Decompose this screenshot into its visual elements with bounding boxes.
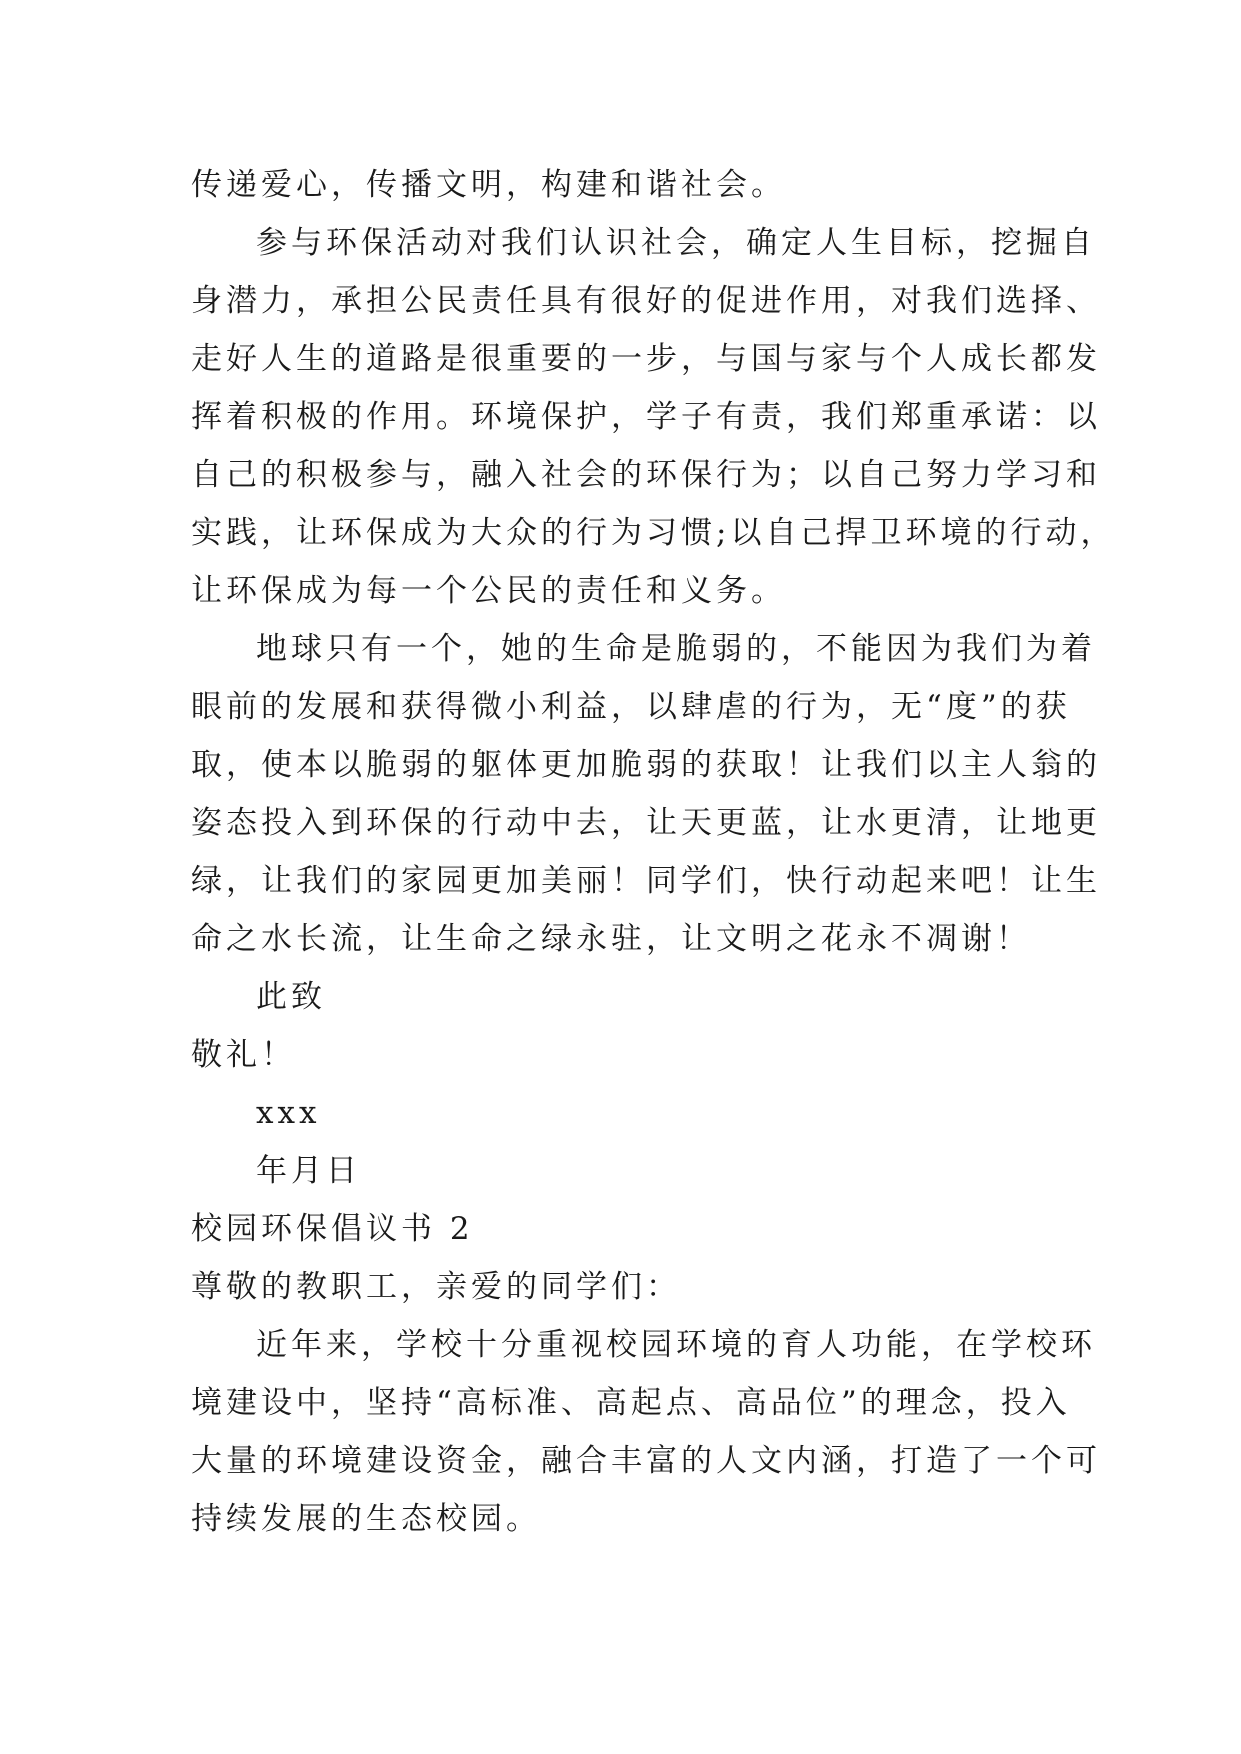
text-line: 取，使本以脆弱的躯体更加脆弱的获取！让我们以主人翁的 [191, 747, 1101, 783]
signature-date: 年月日 [256, 1153, 361, 1189]
closing-regards: 敬礼！ [191, 1037, 296, 1073]
text-line: 大量的环境建设资金，融合丰富的人文内涵，打造了一个可 [191, 1443, 1101, 1479]
paragraph-start-line: 近年来，学校十分重视校园环境的育人功能，在学校环 [256, 1327, 1096, 1363]
paragraph-start-line: 参与环保活动对我们认识社会，确定人生目标，挖掘自 [256, 225, 1096, 261]
greeting-line: 尊敬的教职工，亲爱的同学们： [191, 1269, 681, 1305]
signature-name: xxx [256, 1095, 321, 1131]
paragraph-start-line: 地球只有一个，她的生命是脆弱的，不能因为我们为着 [256, 631, 1096, 667]
text-line: 绿，让我们的家园更加美丽！同学们，快行动起来吧！让生 [191, 863, 1101, 899]
text-line: 自己的积极参与，融入社会的环保行为；以自己努力学习和 [191, 457, 1101, 493]
text-line: 身潜力，承担公民责任具有很好的促进作用，对我们选择、 [191, 283, 1101, 319]
text-line: 让环保成为每一个公民的责任和义务。 [191, 573, 786, 609]
text-line: 姿态投入到环保的行动中去，让天更蓝，让水更清，让地更 [191, 805, 1101, 841]
section-title: 校园环保倡议书 2 [191, 1211, 474, 1247]
text-line: 实践，让环保成为大众的行为习惯;以自己捍卫环境的行动， [191, 515, 1116, 551]
closing-salutation: 此致 [256, 979, 326, 1015]
text-line: 持续发展的生态校园。 [191, 1501, 541, 1537]
text-line: 挥着积极的作用。环境保护，学子有责，我们郑重承诺：以 [191, 399, 1101, 435]
text-line: 境建设中，坚持“高标准、高起点、高品位”的理念，投入 [191, 1385, 1071, 1421]
text-line: 传递爱心，传播文明，构建和谐社会。 [191, 167, 786, 203]
text-line: 走好人生的道路是很重要的一步，与国与家与个人成长都发 [191, 341, 1101, 377]
text-line: 眼前的发展和获得微小利益，以肆虐的行为，无“度”的获 [191, 689, 1071, 725]
text-line: 命之水长流，让生命之绿永驻，让文明之花永不凋谢！ [191, 921, 1031, 957]
